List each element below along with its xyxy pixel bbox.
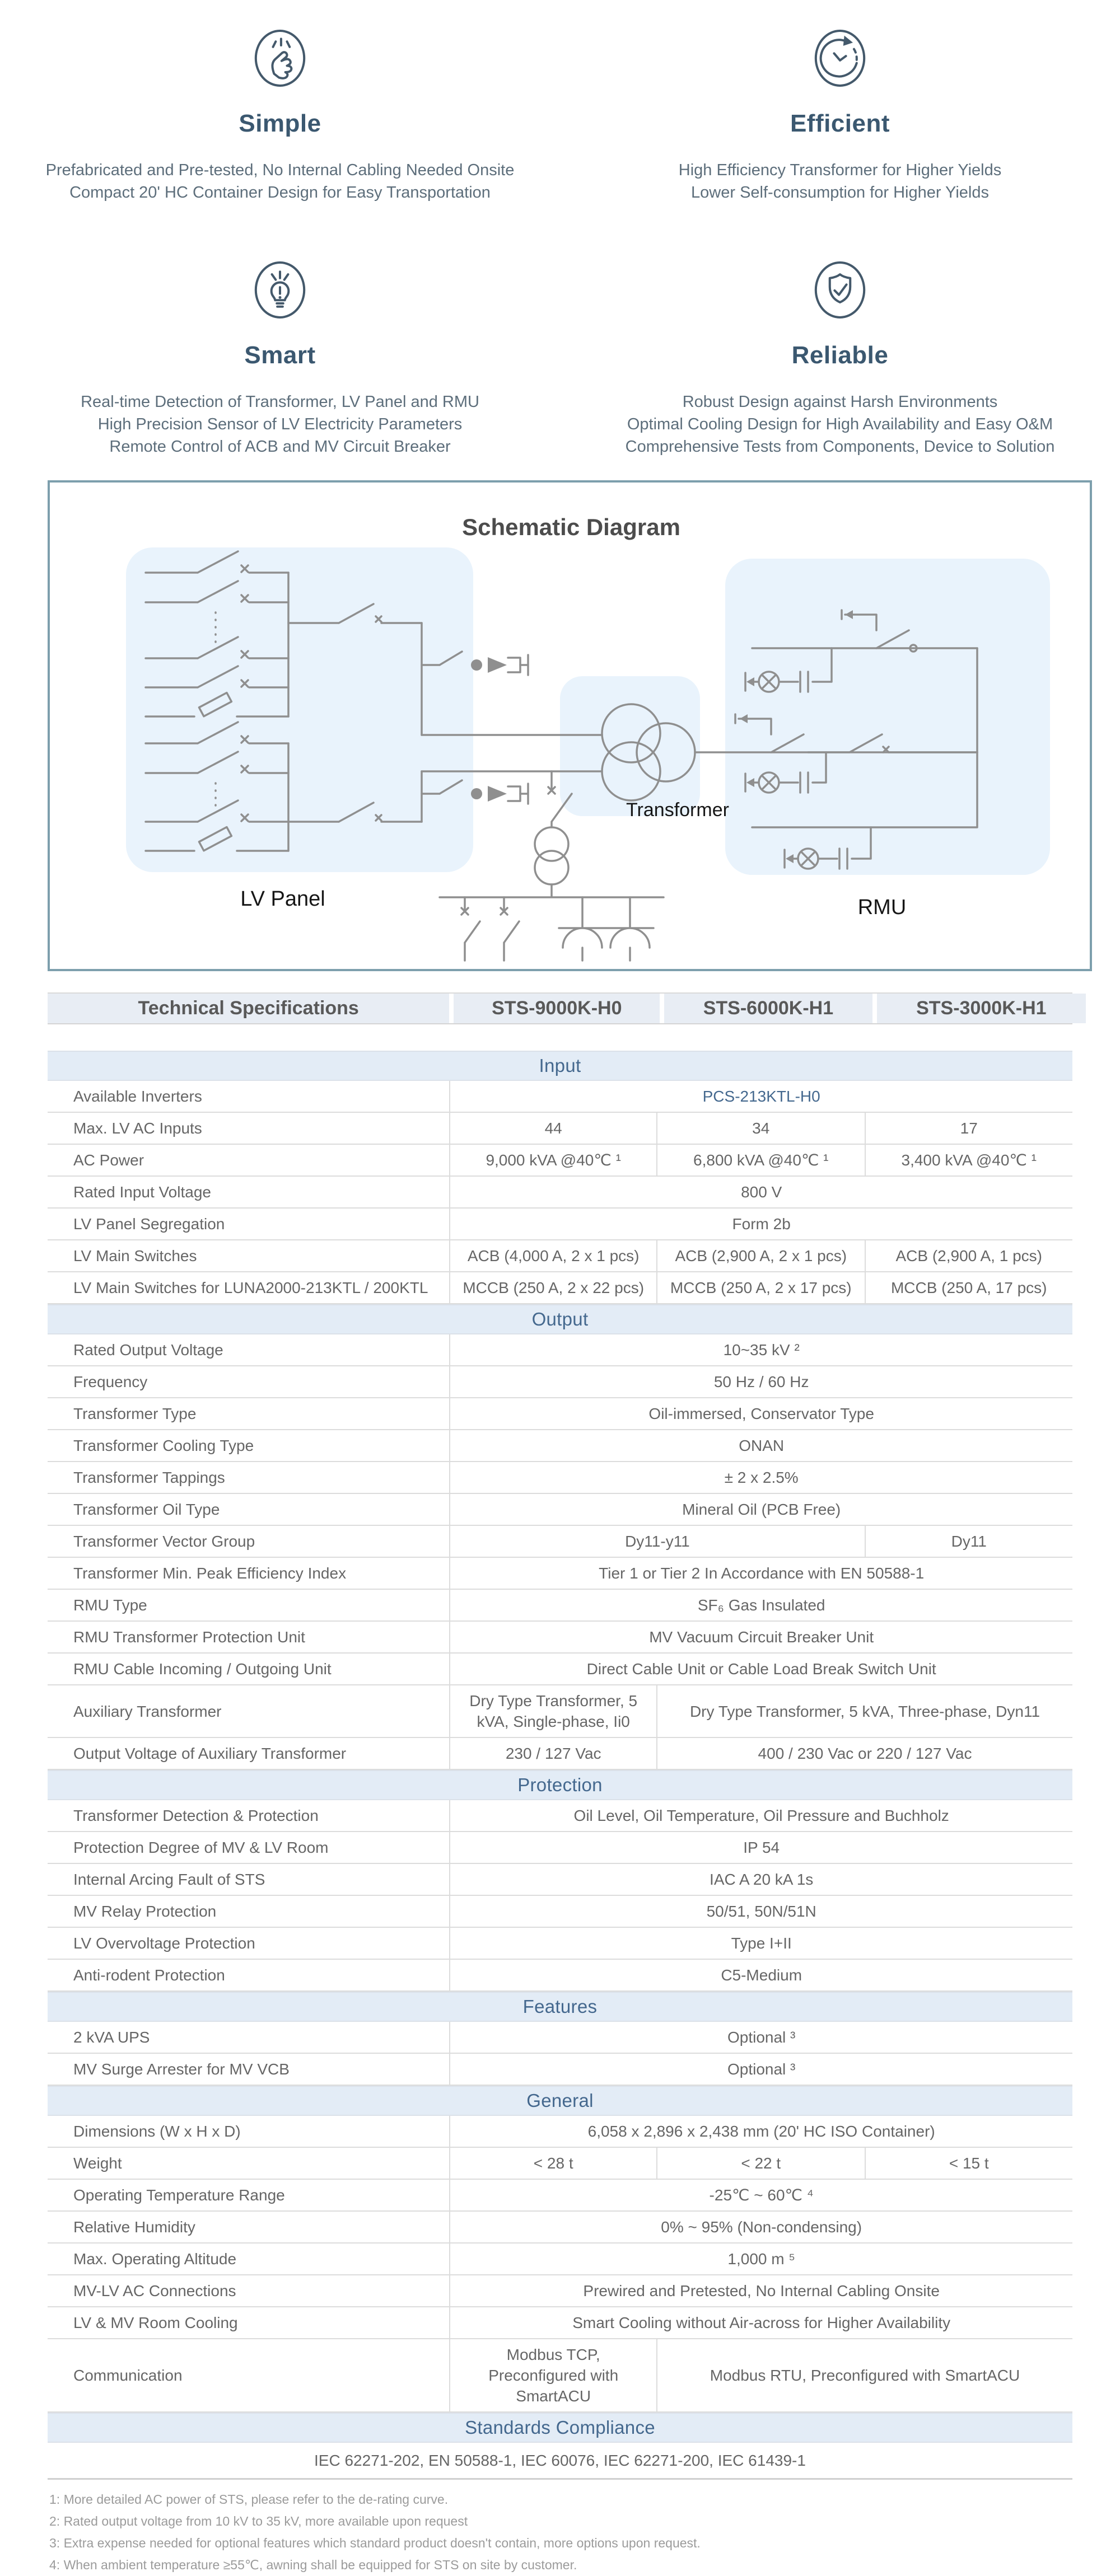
spec-value: Dy11-y11 [449, 1526, 864, 1557]
shield-check-icon [560, 260, 1120, 322]
spec-row [48, 1334, 1072, 1366]
column-header-model-1: STS-9000K-H0 [454, 994, 660, 1023]
schematic-diagram [48, 480, 1092, 971]
spec-label: Max. Operating Altitude [73, 2250, 237, 2268]
spec-label: Output Voltage of Auxiliary Transformer [73, 1745, 347, 1762]
table-header-row [48, 992, 1072, 1024]
feature-title: Smart [244, 341, 316, 369]
spec-label: RMU Transformer Protection Unit [73, 1628, 305, 1646]
spec-row [48, 1526, 1072, 1558]
spec-value: Oil Level, Oil Temperature, Oil Pressure and Buchholz [449, 1800, 1072, 1831]
spec-value: 3,400 kVA @40℃ ¹ [865, 1145, 1072, 1175]
spec-value: Type I+II [449, 1928, 1072, 1959]
spec-row [48, 2148, 1072, 2180]
spec-value: Modbus RTU, Preconfigured with SmartACU [656, 2339, 1072, 2411]
spec-label: Transformer Type [73, 1405, 197, 1422]
spec-row [48, 1864, 1072, 1896]
spec-value: MCCB (250 A, 2 x 17 pcs) [656, 1272, 864, 1303]
spec-row [48, 1960, 1072, 1992]
spec-value: MCCB (250 A, 17 pcs) [865, 1272, 1072, 1303]
spec-value: ± 2 x 2.5% [449, 1462, 1072, 1493]
spec-value: Tier 1 or Tier 2 In Accordance with EN 50588-1 [449, 1558, 1072, 1589]
spec-label: Communication [73, 2367, 183, 2384]
spec-row [48, 1832, 1072, 1864]
spec-row [48, 1590, 1072, 1622]
footnote-line: 2: Rated output voltage from 10 kV to 35 kV, more available upon request [49, 2514, 468, 2528]
spec-row [48, 1685, 1072, 1738]
bulb-icon [0, 260, 560, 322]
snap-icon [0, 28, 560, 91]
spec-label: Operating Temperature Range [73, 2186, 285, 2204]
feature-line: Remote Control of ACB and MV Circuit Breaker [109, 438, 451, 456]
spec-value: SF₆ Gas Insulated [449, 1590, 1072, 1620]
footnotes [49, 2489, 1120, 2576]
spec-label: MV Relay Protection [73, 1903, 217, 1920]
spec-row [48, 1738, 1072, 1770]
spec-row [48, 2054, 1072, 2086]
spec-value: 34 [656, 1113, 864, 1144]
spec-value: IAC A 20 kA 1s [449, 1864, 1072, 1895]
spec-label: LV Panel Segregation [73, 1215, 225, 1233]
features-section [0, 0, 1120, 480]
spec-label: MV-LV AC Connections [73, 2282, 236, 2299]
spec-label: MV Surge Arrester for MV VCB [73, 2060, 290, 2078]
feature-title: Simple [239, 110, 321, 137]
spec-row [48, 1430, 1072, 1462]
spec-label: LV & MV Room Cooling [73, 2314, 238, 2331]
spec-value: 50/51, 50N/51N [449, 1896, 1072, 1927]
spec-label: Transformer Detection & Protection [73, 1807, 319, 1824]
transformer-label: Transformer [626, 799, 729, 821]
section-header: Output [48, 1304, 1072, 1334]
spec-row [48, 2180, 1072, 2212]
footnote-line: 4: When ambient temperature ≥55℃, awning shall be equipped for STS on site by customer. [49, 2558, 577, 2572]
spec-row [48, 1398, 1072, 1430]
spec-value: MV Vacuum Circuit Breaker Unit [449, 1622, 1072, 1652]
spec-row [48, 1558, 1072, 1590]
spec-value: ACB (4,000 A, 2 x 1 pcs) [449, 1240, 656, 1271]
spec-row [48, 1800, 1072, 1832]
feature-title: Efficient [790, 110, 890, 137]
spec-row [48, 2307, 1072, 2339]
spec-value: Oil-immersed, Conservator Type [449, 1398, 1072, 1429]
section-header: Input [48, 1051, 1072, 1081]
feature-card-simple [0, 28, 560, 226]
spec-value: 6,058 x 2,896 x 2,438 mm (20' HC ISO Container) [449, 2116, 1072, 2147]
feature-title: Reliable [791, 341, 889, 369]
spec-label: Auxiliary Transformer [73, 1702, 222, 1720]
spec-label: Protection Degree of MV & LV Room [73, 1839, 329, 1856]
section-header: Standards Compliance [48, 2413, 1072, 2443]
spec-value: 44 [449, 1113, 656, 1144]
spec-label: LV Overvoltage Protection [73, 1935, 255, 1952]
section-header: Protection [48, 1770, 1072, 1800]
spec-row [48, 2022, 1072, 2054]
spec-label: Transformer Min. Peak Efficiency Index [73, 1565, 347, 1582]
spec-value: 800 V [449, 1177, 1072, 1207]
spec-value: PCS-213KTL-H0 [449, 1081, 1072, 1112]
spec-value: Optional ³ [449, 2022, 1072, 2053]
footnote-line: 1: More detailed AC power of STS, please refer to the de-rating curve. [49, 2492, 449, 2507]
spec-value: 0% ~ 95% (Non-condensing) [449, 2212, 1072, 2242]
spec-value: < 22 t [656, 2148, 864, 2179]
feature-line: Prefabricated and Pre-tested, No Internal Cabling Needed Onsite [45, 161, 515, 179]
schematic-section [48, 480, 1092, 971]
spec-table [48, 992, 1072, 2480]
spec-row [48, 1272, 1072, 1304]
feature-line: Lower Self-consumption for Higher Yields [691, 184, 989, 202]
spec-label: LV Main Switches [73, 1247, 197, 1264]
spec-label: Dimensions (W x H x D) [73, 2123, 241, 2140]
spec-label: Transformer Oil Type [73, 1501, 220, 1518]
section-header: Features [48, 1992, 1072, 2022]
spec-value: Optional ³ [449, 2054, 1072, 2085]
spec-label: Internal Arcing Fault of STS [73, 1871, 265, 1888]
transformer-area [560, 676, 700, 816]
spec-row [48, 1366, 1072, 1398]
spec-row [48, 2275, 1072, 2307]
column-header-specifications: Technical Specifications [48, 994, 449, 1023]
feature-card-efficient [560, 28, 1120, 226]
spec-value: Dry Type Transformer, 5 kVA, Single-phase, Ii0 [449, 1685, 656, 1737]
spec-row [48, 1462, 1072, 1494]
feature-line: Comprehensive Tests from Components, Device to Solution [625, 438, 1055, 456]
spec-label: RMU Type [73, 1596, 147, 1614]
spec-row [48, 2443, 1072, 2480]
spec-label: Transformer Vector Group [73, 1533, 255, 1550]
spec-label: Transformer Cooling Type [73, 1437, 254, 1454]
spec-row [48, 1622, 1072, 1654]
spec-row [48, 1928, 1072, 1960]
spec-row [48, 1081, 1072, 1113]
feature-card-smart [0, 260, 560, 480]
spec-label: Rated Output Voltage [73, 1341, 223, 1359]
spec-row [48, 1177, 1072, 1209]
spec-row [48, 1240, 1072, 1272]
feature-line: High Efficiency Transformer for Higher Yields [678, 161, 1002, 179]
spec-value: Prewired and Pretested, No Internal Cabling Onsite [449, 2275, 1072, 2306]
spec-value: MCCB (250 A, 2 x 22 pcs) [449, 1272, 656, 1303]
spec-label: Available Inverters [73, 1088, 202, 1105]
spec-label: AC Power [73, 1151, 144, 1169]
feature-line: Optimal Cooling Design for High Availability and Easy O&M [627, 415, 1053, 433]
spec-row [48, 1209, 1072, 1240]
spec-value: ACB (2,900 A, 2 x 1 pcs) [656, 1240, 864, 1271]
spec-value: 400 / 230 Vac or 220 / 127 Vac [656, 1738, 1072, 1769]
spec-row [48, 1145, 1072, 1177]
spec-value: 10~35 kV ² [449, 1334, 1072, 1365]
spec-label: RMU Cable Incoming / Outgoing Unit [73, 1660, 332, 1678]
clock-icon [560, 28, 1120, 91]
spec-value: 17 [865, 1113, 1072, 1144]
feature-line: Compact 20' HC Container Design for Easy Transportation [69, 184, 491, 202]
spec-value: Dry Type Transformer, 5 kVA, Three-phase, Dyn11 [656, 1685, 1072, 1737]
spec-value: < 28 t [449, 2148, 656, 2179]
spec-row [48, 2339, 1072, 2413]
spec-row [48, 1494, 1072, 1526]
spec-label: Weight [73, 2155, 122, 2172]
rmu-label: RMU [857, 896, 907, 919]
spec-value: Mineral Oil (PCB Free) [449, 1494, 1072, 1525]
spec-label: Frequency [73, 1373, 148, 1390]
column-header-model-3: STS-3000K-H1 [877, 994, 1086, 1023]
spec-value: C5-Medium [449, 1960, 1072, 1990]
spec-label: LV Main Switches for LUNA2000-213KTL / 200KTL [73, 1279, 428, 1296]
feature-line: Robust Design against Harsh Environments [682, 393, 998, 411]
column-header-model-2: STS-6000K-H1 [664, 994, 872, 1023]
spec-value: < 15 t [865, 2148, 1072, 2179]
spec-value: 230 / 127 Vac [449, 1738, 656, 1769]
spec-label: Transformer Tappings [73, 1469, 225, 1486]
spec-value: IP 54 [449, 1832, 1072, 1863]
section-header: General [48, 2086, 1072, 2116]
spec-label: Max. LV AC Inputs [73, 1120, 202, 1137]
schematic-title: Schematic Diagram [462, 514, 680, 540]
spec-value: 50 Hz / 60 Hz [449, 1366, 1072, 1397]
spec-label: Relative Humidity [73, 2218, 195, 2236]
spec-table-body [48, 1051, 1072, 2480]
feature-line: Real-time Detection of Transformer, LV Panel and RMU [81, 393, 479, 411]
spec-value: 1,000 m ⁵ [449, 2244, 1072, 2274]
spec-value: Form 2b [449, 1209, 1072, 1239]
spec-row [48, 1654, 1072, 1685]
spec-value: -25℃ ~ 60℃ ⁴ [449, 2180, 1072, 2210]
spec-label: 2 kVA UPS [73, 2029, 150, 2046]
spec-value: 6,800 kVA @40℃ ¹ [656, 1145, 864, 1175]
lv-panel-label: LV Panel [240, 887, 325, 911]
spec-value: ONAN [449, 1430, 1072, 1461]
feature-card-reliable [560, 260, 1120, 480]
spec-row [48, 1896, 1072, 1928]
spec-row [48, 2244, 1072, 2275]
feature-line: High Precision Sensor of LV Electricity Parameters [97, 415, 463, 433]
spec-value: ACB (2,900 A, 1 pcs) [865, 1240, 1072, 1271]
spec-row [48, 2116, 1072, 2148]
spec-label: Rated Input Voltage [73, 1183, 211, 1201]
footnote-line: 3: Extra expense needed for optional features which standard product doesn't contain, more options upon request. [49, 2536, 701, 2550]
spec-value: 9,000 kVA @40℃ ¹ [449, 1145, 656, 1175]
spec-value: Smart Cooling without Air-across for Higher Availability [449, 2307, 1072, 2338]
spec-row [48, 2212, 1072, 2244]
spec-row [48, 1113, 1072, 1145]
spec-value: IEC 62271-202, EN 50588-1, IEC 60076, IEC 62271-200, IEC 61439-1 [314, 2452, 806, 2469]
spec-value: Dy11 [865, 1526, 1072, 1557]
spec-value: Direct Cable Unit or Cable Load Break Switch Unit [449, 1654, 1072, 1684]
spec-label: Anti-rodent Protection [73, 1966, 225, 1984]
spec-value: Modbus TCP, Preconfigured with SmartACU [449, 2339, 656, 2411]
